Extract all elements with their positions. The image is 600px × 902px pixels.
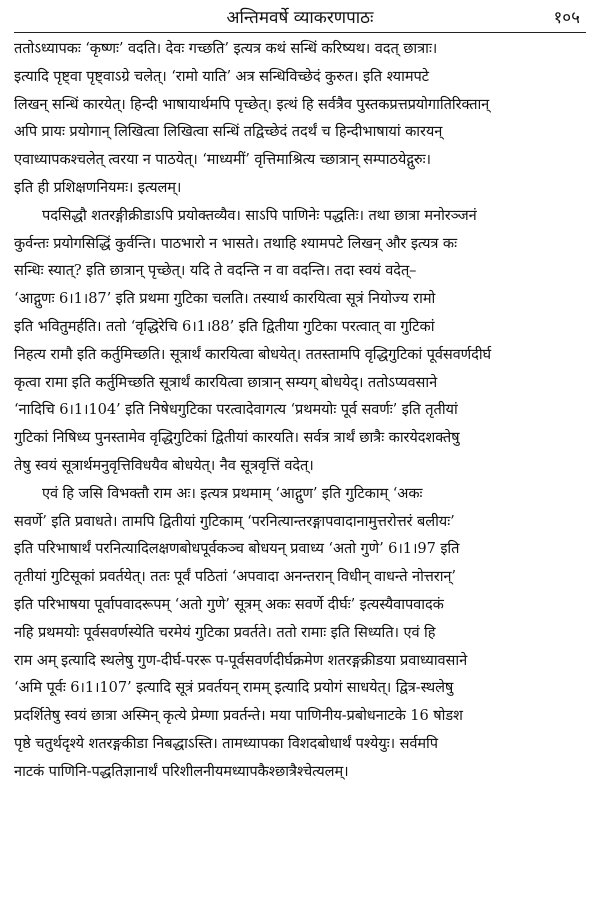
text-line: लिखन् सन्धिं कारयेत्। हिन्दी भाषायार्थमपि पृच्छेत्। इत्थं हि सर्वत्रैव पुस्तकप्रत्तप्रयोगातिरिक्तान् — [14, 95, 490, 113]
text-line: गुटिकां निषिध्य पुनस्तामेव वृद्धिगुटिकां द्वितीयां कारयति। सर्वत्र त्रार्थं छात्रैः कारयेदशक्तेषु — [14, 429, 460, 447]
text-line: नाटकं पाणिनि-पद्धतिज्ञानार्थं परिशीलनीयमध्यापकैश्छात्रैश्चेत्यलम्। — [14, 762, 349, 780]
text-line: इत्यादि पृष्ट्वा पृष्ट्वाऽग्रे चलेत्। ‘रामो याति’ अत्र सन्धिविच्छेदं कुरुत। इति श्यामपटे — [14, 67, 429, 85]
text-line: इति परिभाषार्थं परनित्यादिलक्षणबोधपूर्वकञ्च बोधयन् प्रवाध्य ‘अतो गुणे’ 6।1।97 इति — [14, 540, 460, 558]
text-line: राम अम् इत्यादि स्थलेषु गुण-दीर्घ-पररू प-पूर्वसवर्णदीर्घक्रमेण शतरङ्गक्रीडया प्रवाध्यावसाने — [14, 651, 468, 669]
text-line: इति परिभाषया पूर्वापवादरूपम् ‘अतो गुणे’ सूत्रम् अकः सवर्णे दीर्घः’ इत्यस्यैवापवादकं — [14, 595, 444, 613]
text-line: प्रदर्शितेषु स्वयं छात्रा अस्मिन् कृत्ये प्रेम्णा प्रवर्तन्ते। मया पाणिनीय-प्रबोधनाटके 16 षोडश — [14, 707, 463, 725]
page-number: १०५ — [553, 8, 580, 28]
text-line: ततोऽध्यापकः ‘कृष्णः’ वदति। देवः गच्छति’ इत्यत्र कथं सन्धिं करिष्यथ। वदत् छात्राः। — [14, 40, 438, 57]
text-line: पृष्ठे चतुर्थदृश्ये शतरङ्गकीडा निबद्धाऽस्ति। तामध्यापका विशदबोधार्थं पश्येयुः। सर्वमपि — [14, 734, 438, 752]
text-line: तेषु स्वयं सूत्रार्थमनुवृत्तिविधयैव बोधयेत्। नैव सूत्रवृत्तिं वदेत्। — [14, 456, 314, 474]
text-line: ‘अमि पूर्वः 6।1।107’ इत्यादि सूत्रं प्रवर्तयन् रामम् इत्यादि प्रयोगं साधयेत्। द्वित्र-स्थलेषु — [14, 679, 454, 697]
text-line: तृतीयां गुटिसूकां प्रवर्तयेत्। ततः पूर्वं पठितां ‘अपवादा अनन्तरान् विधीन् वाधन्ते नोत्तरान्’ — [14, 568, 456, 586]
text-line: कुर्वन्तः प्रयोगसिद्धिं कुर्वन्ति। पाठभारो न भासते। तथाहि श्यामपटे लिखन् और इत्यत्र कः — [14, 234, 457, 252]
text-line: एवाध्यापकश्चलेत् त्वरया न पाठयेत्। ‘माध्यमीं’ वृत्तिमाश्रित्य च्छात्रान् सम्पाठयेद्गुरुः। — [14, 151, 431, 169]
text-line: नहि प्रथमयोः पूर्वसवर्णस्येति चरमेयं गुटिका प्रवर्तते। ततो रामाः इति सिध्यति। एवं हि — [14, 623, 436, 641]
text-line: कृत्वा रामा इति कर्तुमिच्छति सूत्रार्थं कारयित्वा छात्रान् सम्यग् बोधयेद्। ततोऽप्यवसाने — [14, 373, 438, 391]
text-line: इति भवितुमर्हति। ततो ‘वृद्धिरेचि 6।1।88’ इति द्वितीया गुटिका परत्वात् वा गुटिकां — [14, 317, 435, 335]
text-line: सन्धिः स्यात्? इति छात्रान् पृच्छेत्। यदि ते वदन्ति न वा वदन्ति। तदा स्वयं वदेत्– — [14, 262, 417, 280]
running-title: अन्तिमवर्षे व्याकरणपाठः — [226, 8, 374, 28]
text-line: पदसिद्धौ शतरङ्गीक्रीडाऽपि प्रयोक्तव्यैव। साऽपि पाणिनेः पद्धतिः। तथा छात्रा मनोरञ्जनं — [42, 206, 477, 224]
text-line: इति ही प्रशिक्षणनियमः। इत्यलम्। — [14, 178, 182, 196]
running-header — [14, 6, 586, 33]
text-line: ‘आद्गुणः 6।1।87’ इति प्रथमा गुटिका चलति। तस्यार्थ कारयित्वा सूत्रं नियोज्य रामो — [14, 290, 436, 308]
paragraph-3 — [14, 480, 586, 786]
text-line: निहत्य रामौ इति कर्तुमिच्छति। सूत्रार्थं कारयित्वा बोधयेत्। ततस्तामपि वृद्धिगुटिकां पूर्वसवर्णदीर्घ — [14, 345, 492, 363]
text-line: सवर्णे’ इति प्रवाधते। तामपि द्वितीयां गुटिकाम् ‘परनित्यान्तरङ्गापवादानामुत्तरोत्तरं बलीयः’ — [14, 512, 455, 530]
text-line: एवं हि जसि विभक्तौ राम अः। इत्यत्र प्रथमाम् ‘आद्गुण’ इति गुटिकाम् ‘अकः — [42, 484, 423, 502]
text-line: अपि प्रायः प्रयोगान् लिखित्वा लिखित्वा सन्धिं तद्विच्छेदं तदर्थं च हिन्दीभाषायां कारयन् — [14, 123, 443, 141]
text-line: ‘नादिचि 6।1।104’ इति निषेधगुटिका परत्वादेवागत्य ‘प्रथमयोः पूर्व सवर्णः’ इति तृतीयां — [14, 401, 458, 419]
paragraph-1 — [14, 35, 586, 202]
paragraph-2 — [14, 202, 586, 480]
